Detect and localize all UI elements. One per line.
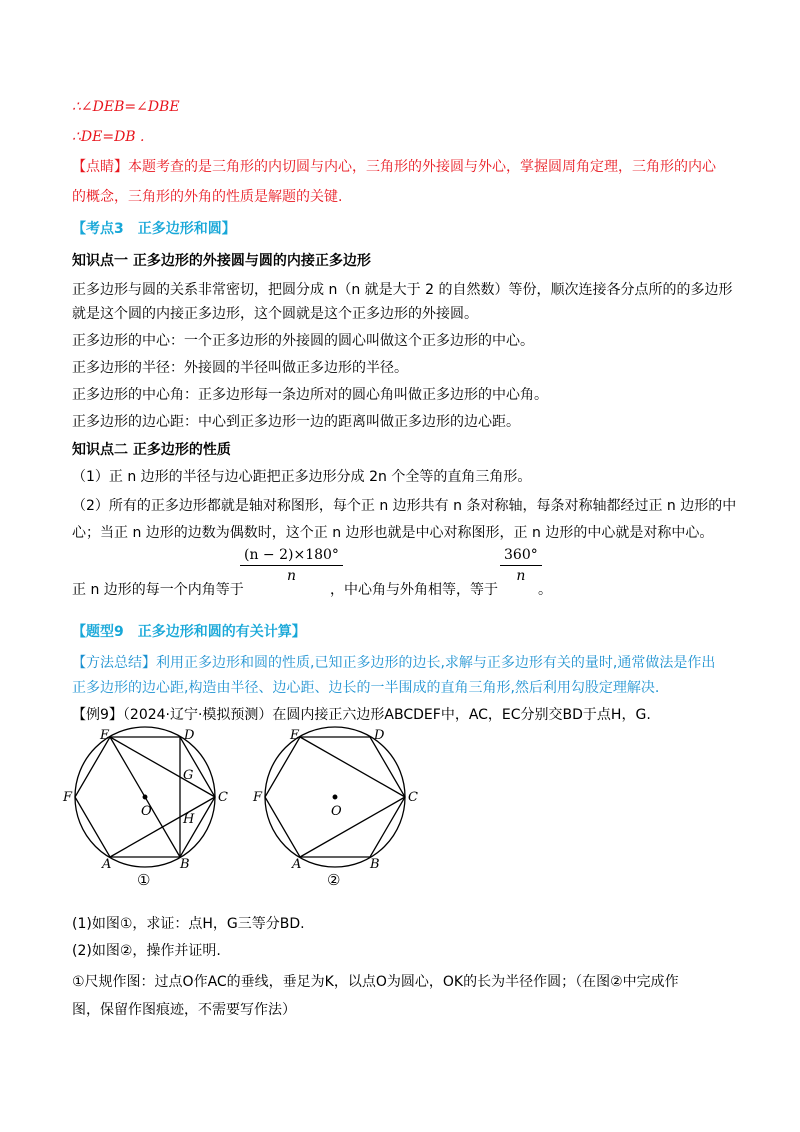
interior-angle-fraction — [240, 545, 343, 586]
figure-2-labels — [252, 728, 418, 889]
label-C-2: C — [408, 790, 418, 805]
label-F: F — [63, 790, 73, 805]
example-line: 【例9】（2024·辽宁·模拟预测）在圆内接正六边形ABCDEF中，AC，EC分别交BD于点H，G. — [72, 707, 651, 723]
kaodian-heading: 【考点3 正多边形和圆】 — [72, 221, 236, 237]
tixing-heading: 【题型9 正多边形和圆的有关计算】 — [72, 624, 306, 640]
comment-line-1 — [72, 157, 716, 177]
label-C: C — [218, 790, 228, 805]
point1-p2: 就是这个圆的内接正多边形，这个圆就是这个正多边形的外接圆。 — [72, 306, 478, 322]
point2-p1: （1）正 n 边形的半径与边心距把正多边形分成 2n 个全等的直角三角形。 — [72, 469, 532, 485]
question-1: (1)如图①，求证：点H，G三等分BD. — [72, 916, 305, 932]
label-A-2: A — [292, 857, 302, 872]
label-D-2: D — [374, 728, 385, 743]
fraction2-numerator: 360° — [500, 545, 542, 566]
figure-2 — [265, 727, 405, 867]
point1-p3: 正多边形的中心：一个正多边形的外接圆的圆心叫做这个正多边形的中心。 — [72, 333, 534, 349]
label-E: E — [100, 728, 110, 743]
figure-1-labels — [62, 728, 228, 889]
point1-p1: 正多边形与圆的关系非常密切，把圆分成 n（n 就是大于 2 的自然数）等份，顺次连接各分点所的的多边形 — [72, 282, 733, 298]
label-O: O — [141, 804, 152, 819]
label-A: A — [102, 857, 112, 872]
label-F-2: F — [253, 790, 263, 805]
comment-tag: 【点睛】 — [72, 159, 128, 175]
solution-line-2: ∴DE=DB . — [72, 129, 145, 145]
solution-line-1: ∴∠DEB=∠DBE — [72, 99, 180, 115]
question-2: (2)如图②，操作并证明. — [72, 943, 221, 959]
geometry-figures — [65, 725, 465, 890]
point2-p3: 心；当正 n 边形的边数为偶数时，这个正 n 边形也就是中心对称图形，正 n 边形的中心就是对称中心。 — [72, 525, 714, 541]
question-3: ①尺规作图：过点O作AC的垂线，垂足为K，以点O为圆心，OK的长为半径作圆；（在图②中完成作 — [72, 974, 679, 990]
point1-p6: 正多边形的边心距：中心到正多边形一边的距离叫做正多边形的边心距。 — [72, 414, 520, 430]
figure-caption-1: ① — [137, 871, 151, 889]
figure-1 — [75, 727, 215, 867]
question-4: 图，保留作图痕迹，不需要写作法） — [72, 1002, 296, 1018]
figure-caption-2: ② — [327, 871, 341, 889]
fraction2-denominator: n — [516, 568, 526, 584]
label-B-2: B — [370, 857, 380, 872]
label-O-2: O — [331, 804, 342, 819]
method-line-1: 【方法总结】利用正多边形和圆的性质,已知正多边形的边长,求解与正多边形有关的量时,通常做法是作出 — [72, 655, 716, 671]
point1-title: 知识点一 正多边形的外接圆与圆的内接正多边形 — [72, 253, 371, 269]
fraction1-numerator: (n − 2)×180° — [240, 545, 343, 566]
label-G: G — [183, 768, 194, 783]
point2-p4c: 。 — [538, 582, 552, 598]
point2-p2: （2）所有的正多边形都就是轴对称图形，每个正 n 边形共有 n 条对称轴，每条对称轴都经过正 n 边形的中 — [72, 498, 737, 514]
point2-title: 知识点二 正多边形的性质 — [72, 442, 231, 458]
comment-line-2: 的概念，三角形的外角的性质是解题的关键. — [72, 189, 343, 205]
method-line-2: 正多边形的边心距,构造由半径、边心距、边长的一半围成的直角三角形,然后利用勾股定理解决. — [72, 680, 660, 696]
point1-p4: 正多边形的半径：外接圆的半径叫做正多边形的半径。 — [72, 360, 408, 376]
label-D: D — [184, 728, 195, 743]
label-B: B — [180, 857, 190, 872]
label-H: H — [183, 812, 195, 827]
central-angle-fraction — [500, 545, 542, 586]
point1-p5: 正多边形的中心角：正多边形每一条边所对的圆心角叫做正多边形的中心角。 — [72, 387, 548, 403]
point2-p4a: 正 n 边形的每一个内角等于 — [72, 582, 244, 598]
label-E-2: E — [290, 728, 300, 743]
fraction1-denominator: n — [286, 568, 296, 584]
comment-text-1: 本题考查的是三角形的内切圆与内心，三角形的外接圆与外心，掌握圆周角定理，三角形的内心 — [128, 159, 716, 175]
point2-p4b: ，中心角与外角相等，等于 — [330, 582, 498, 598]
